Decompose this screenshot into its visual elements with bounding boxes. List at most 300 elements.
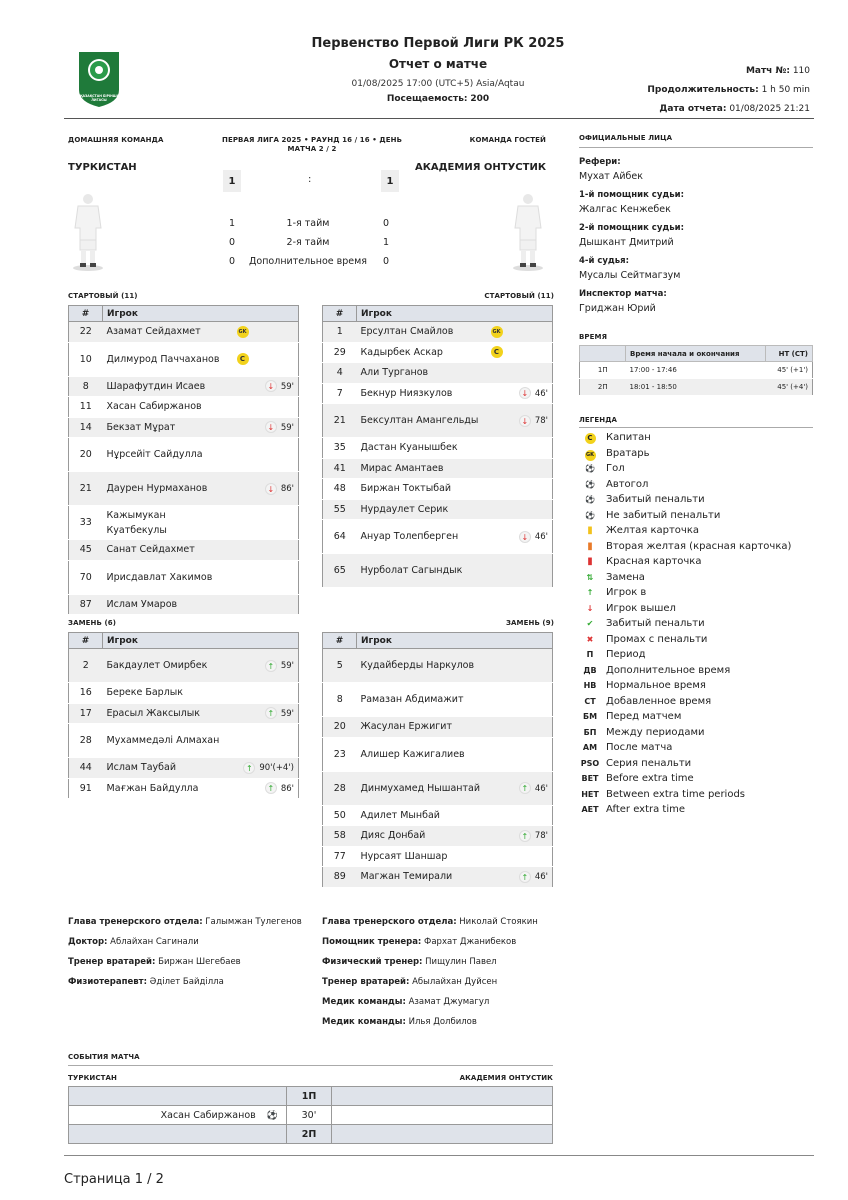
time-period: 2П	[580, 379, 626, 396]
official-item	[579, 155, 813, 184]
player-name: Шарафутдин Исаев	[103, 376, 233, 397]
col-player-header: Игрок	[357, 633, 553, 649]
official-item	[579, 188, 813, 217]
col-num-header: #	[323, 306, 357, 322]
away-team-name: АКАДЕМИЯ ОНТУСТИК	[415, 162, 546, 173]
table-row	[69, 397, 299, 418]
legend-item	[579, 678, 819, 694]
staff-name: Аблайхан Сагинали	[107, 937, 199, 947]
staff-item	[322, 952, 572, 972]
player-name: Нурдаулет Серик	[357, 499, 487, 520]
table-row	[69, 594, 299, 615]
home-starting-table	[68, 305, 299, 615]
player-name: Хасан Сабиржанов	[103, 397, 233, 418]
half-row	[220, 252, 400, 271]
legend-label: Не забитый пенальти	[606, 509, 721, 521]
player-name: Нұрсейіт Сайдулла	[103, 438, 233, 472]
legend-item	[579, 477, 819, 493]
player-name: Нурболат Сагындык	[357, 554, 487, 588]
away-score: 1	[381, 170, 399, 192]
player-number: 50	[323, 805, 357, 826]
player-name: Ислам Умаров	[103, 594, 233, 615]
report-header	[250, 36, 626, 104]
legend-label: Гол	[606, 463, 625, 474]
player-event-cell	[233, 376, 299, 397]
time-title: ВРЕМЯ	[579, 333, 608, 341]
table-row	[323, 458, 553, 479]
time-col-ht: HT (CT)	[766, 346, 813, 362]
time-range: 18:01 - 18:50	[626, 379, 766, 396]
legend-label: Между периодами	[606, 726, 705, 738]
player-number: 20	[323, 717, 357, 738]
half-label: 1-я тайм	[286, 218, 330, 229]
official-name: Гриджан Юрий	[579, 303, 656, 314]
table-row	[323, 499, 553, 520]
events-away-cell	[332, 1087, 553, 1106]
legend-label: Игрок вышел	[606, 602, 676, 614]
legend-label: Забитый пенальти	[606, 494, 705, 505]
player-name: Кудайберды Наркулов	[357, 649, 487, 683]
table-row	[69, 438, 299, 472]
table-row	[323, 846, 553, 867]
table-row	[323, 554, 553, 588]
official-item	[579, 287, 813, 316]
staff-item	[322, 1012, 572, 1032]
player-out-icon: ↓	[265, 380, 277, 392]
staff-item	[322, 912, 572, 932]
event-minute: 59'	[280, 381, 294, 392]
player-name: Мухаммедәлі Алмахан	[103, 724, 233, 758]
player-event-cell	[233, 758, 299, 779]
player-number: 33	[69, 506, 103, 540]
after-match-abbr: АМ	[582, 743, 598, 752]
half-home: 0	[228, 256, 236, 267]
away-team-label: КОМАНДА ГОСТЕЙ	[469, 136, 546, 144]
home-staff-list	[68, 912, 318, 992]
player-name: Али Турганов	[357, 363, 487, 384]
attendance	[250, 94, 626, 104]
player-out-icon: ↓	[586, 603, 594, 613]
player-name: Даурен Нурмаханов	[103, 472, 233, 506]
staff-item	[68, 932, 318, 952]
legend-item	[579, 771, 819, 787]
staff-name: Фархат Джанибеков	[421, 937, 517, 947]
player-name: Азамат Сейдахмет	[103, 322, 233, 343]
officials-list	[579, 155, 813, 320]
staff-role: Медик команды:	[322, 997, 406, 1007]
legend-item	[579, 663, 819, 679]
regular-time-abbr: НВ	[583, 681, 597, 690]
legend-item	[579, 601, 819, 617]
player-name: Алишер Кажигалиев	[357, 737, 487, 771]
player-event-cell	[487, 404, 553, 438]
player-number: 45	[69, 540, 103, 561]
player-event-cell	[233, 397, 299, 418]
goalkeeper-icon: GK	[491, 326, 503, 338]
table-row	[69, 506, 299, 540]
player-name: Мағжан Байдулла	[103, 778, 233, 799]
het-abbr: HET	[581, 789, 599, 799]
legend-label: After extra time	[606, 804, 686, 815]
home-starting-title: СТАРТОВЫЙ (11)	[68, 292, 138, 300]
player-number: 16	[69, 683, 103, 704]
legend-item	[579, 461, 819, 477]
events-away-team: АКАДЕМИЯ ОНТУСТИК	[459, 1074, 553, 1082]
legend-item	[579, 554, 819, 570]
event-minute: 59'	[280, 661, 294, 671]
col-player-header: Игрок	[103, 633, 299, 649]
legend-label: Промах с пенальти	[606, 633, 708, 645]
player-number: 21	[323, 404, 357, 438]
player-event-cell	[487, 846, 553, 867]
player-event-cell	[233, 342, 299, 376]
legend-label: Красная карточка	[606, 556, 702, 567]
player-name: Дияс Донбай	[357, 826, 487, 847]
legend-item	[579, 508, 819, 524]
player-event-cell	[233, 649, 299, 683]
official-role: 1-й помощник судьи:	[579, 190, 684, 200]
table-row	[69, 540, 299, 561]
events-home-cell	[69, 1125, 287, 1144]
bet-abbr: BET	[581, 774, 599, 783]
aet-abbr: AET	[581, 805, 599, 814]
away-kit-icon	[510, 192, 546, 272]
player-number: 7	[323, 383, 357, 404]
player-event-cell	[487, 363, 553, 384]
player-event-cell	[487, 342, 553, 363]
match-datetime: 01/08/2025 17:00 (UTC+5) Asia/Aqtau	[351, 79, 525, 89]
attendance-value: 200	[470, 94, 490, 104]
period-abbr: П	[586, 650, 594, 659]
legend-item	[579, 725, 819, 741]
official-name: Жалгас Кенжебек	[579, 204, 671, 215]
legend-item	[579, 647, 819, 663]
score-separator: :	[308, 174, 312, 185]
event-minute: 46'	[534, 872, 548, 883]
before-match-abbr: БМ	[582, 712, 598, 721]
player-event-cell	[233, 594, 299, 615]
table-row	[323, 737, 553, 771]
attendance-label: Посещаемость:	[386, 94, 468, 104]
player-event-cell	[487, 867, 553, 888]
player-name: Береке Барлык	[103, 683, 233, 704]
table-row	[69, 724, 299, 758]
event-minute: 90'(+4')	[259, 763, 294, 774]
table-row	[69, 703, 299, 724]
goalkeeper-icon: GK	[237, 326, 249, 338]
shootout-scored-icon: ✔	[586, 619, 594, 628]
official-role: Инспектор матча:	[579, 289, 667, 299]
table-row	[323, 383, 553, 404]
away-subs-table	[322, 632, 553, 888]
legend-label: Before extra time	[606, 773, 694, 784]
legend-item	[579, 585, 819, 601]
player-event-cell	[233, 540, 299, 561]
staff-role: Тренер вратарей:	[68, 957, 156, 967]
legend-label: Between extra time periods	[606, 788, 746, 800]
player-name: Магжан Темирали	[357, 867, 487, 888]
table-row	[323, 322, 553, 343]
table-row	[323, 867, 553, 888]
duration-value: 1 h 50 min	[761, 85, 810, 95]
player-number: 65	[323, 554, 357, 588]
player-number: 10	[69, 342, 103, 376]
table-row	[69, 560, 299, 594]
staff-item	[322, 992, 572, 1012]
official-role: 2-й помощник судьи:	[579, 223, 684, 233]
legend-item	[579, 430, 819, 446]
staff-name: Биржан Шегебаев	[155, 957, 241, 967]
time-table	[579, 345, 813, 396]
away-starting-title: СТАРТОВЫЙ (11)	[484, 292, 554, 300]
legend-item	[579, 446, 819, 462]
legend-item	[579, 709, 819, 725]
officials-title: ОФИЦИАЛЬНЫЕ ЛИЦА	[579, 134, 673, 142]
time-range: 17:00 - 17:46	[626, 362, 766, 379]
player-number: 8	[323, 683, 357, 717]
legend-divider	[579, 427, 813, 428]
staff-role: Помощник тренера:	[322, 937, 422, 947]
player-event-cell	[487, 458, 553, 479]
table-row	[323, 404, 553, 438]
player-event-cell	[487, 520, 553, 554]
player-event-cell	[487, 383, 553, 404]
goal-icon: ⚽	[266, 1110, 278, 1121]
player-number: 41	[323, 458, 357, 479]
staff-role: Доктор:	[68, 937, 108, 947]
player-number: 20	[69, 438, 103, 472]
goal-icon: ⚽	[585, 464, 595, 473]
table-row	[323, 438, 553, 459]
table-header-row	[69, 306, 299, 322]
player-out-icon: ↓	[265, 483, 277, 495]
shootout-missed-icon: ✖	[586, 634, 594, 644]
page-number: Страница 1 / 2	[64, 1172, 164, 1187]
player-number: 48	[323, 479, 357, 500]
period-row	[69, 1087, 553, 1106]
duration-label: Продолжительность:	[647, 85, 759, 95]
official-role: 4-й судья:	[579, 256, 630, 266]
legend-label: Добавленное время	[606, 695, 712, 707]
legend-label: Автогол	[606, 478, 649, 490]
legend-label: Период	[606, 649, 646, 660]
player-out-icon: ↓	[265, 421, 277, 433]
half-home: 1	[228, 218, 236, 229]
legend-item	[579, 694, 819, 710]
player-number: 17	[69, 703, 103, 724]
staff-item	[322, 972, 572, 992]
legend-title: ЛЕГЕНДА	[579, 416, 618, 424]
player-name: Бексултан Амангельды	[357, 404, 487, 438]
legend-label: Замена	[606, 571, 645, 583]
legend-list	[579, 430, 819, 818]
player-name: Дилмурод Паччаханов	[103, 342, 233, 376]
league-logo	[76, 50, 122, 108]
captain-icon: C	[491, 346, 503, 358]
table-row	[323, 520, 553, 554]
table-row	[323, 649, 553, 683]
table-row	[69, 683, 299, 704]
staff-role: Тренер вратарей:	[322, 977, 410, 987]
player-number: 55	[323, 499, 357, 520]
league-logo-text: ҚАЗАҚСТАН БІРІНШІ ЛИГАСЫ	[80, 94, 118, 102]
legend-item	[579, 802, 819, 818]
time-col-period	[580, 346, 626, 362]
player-number: 1	[323, 322, 357, 343]
half-away: 0	[382, 218, 390, 229]
event-home-cell	[69, 1106, 287, 1125]
legend-item	[579, 740, 819, 756]
away-starting-table	[322, 305, 553, 588]
table-row	[69, 778, 299, 799]
player-number: 58	[323, 826, 357, 847]
legend-label: Игрок в	[606, 587, 647, 598]
match-no-value: 110	[792, 66, 810, 76]
match-meta	[647, 62, 810, 119]
legend-label: Перед матчем	[606, 711, 682, 722]
player-in-icon: ↑	[265, 782, 277, 794]
player-number: 5	[323, 649, 357, 683]
official-role: Рефери:	[579, 157, 621, 167]
table-row	[69, 472, 299, 506]
table-row	[323, 717, 553, 738]
player-name: Бакдаулет Омирбек	[103, 649, 233, 683]
player-number: 77	[323, 846, 357, 867]
table-row	[69, 376, 299, 397]
player-name: Ислам Таубай	[103, 758, 233, 779]
event-minute: 30'	[287, 1106, 332, 1125]
player-number: 35	[323, 438, 357, 459]
substitution-icon: ⇅	[586, 572, 594, 582]
player-event-cell	[487, 649, 553, 683]
staff-item	[68, 912, 318, 932]
second-yellow-icon: ▮	[587, 540, 593, 552]
player-number: 11	[69, 397, 103, 418]
player-name: Ерсултан Смайлов	[357, 322, 487, 343]
home-team-name: ТУРКИСТАН	[68, 162, 137, 173]
time-header-row	[580, 346, 813, 362]
header-divider	[64, 118, 814, 119]
extra-time-abbr: ДВ	[583, 665, 597, 675]
table-row	[69, 342, 299, 376]
events-table	[68, 1086, 553, 1144]
col-num-header: #	[69, 306, 103, 322]
table-header-row	[323, 633, 553, 649]
own-goal-icon: ⚽	[585, 479, 595, 489]
col-player-header: Игрок	[357, 306, 553, 322]
half-row	[220, 214, 400, 233]
home-team-label: ДОМАШНЯЯ КОМАНДА	[68, 136, 164, 144]
player-name: Санат Сейдахмет	[103, 540, 233, 561]
player-event-cell	[233, 472, 299, 506]
half-away: 1	[382, 237, 390, 248]
player-number: 44	[69, 758, 103, 779]
staff-role: Глава тренерского отдела:	[322, 917, 457, 927]
official-item	[579, 221, 813, 250]
table-row	[323, 826, 553, 847]
legend-label: Забитый пенальти	[606, 618, 705, 629]
legend-item	[579, 632, 819, 648]
player-name: Бекзат Мұрат	[103, 417, 233, 438]
player-number: 70	[69, 560, 103, 594]
events-home-cell	[69, 1087, 287, 1106]
player-name: Ануар Толепберген	[357, 520, 487, 554]
official-item	[579, 254, 813, 283]
legend-label: Капитан	[606, 432, 651, 443]
round-info: ПЕРВАЯ ЛИГА 2025 • РАУНД 16 / 16 • ДЕНЬ МАТЧА 2 / 2	[221, 136, 402, 153]
player-number: 4	[323, 363, 357, 384]
half-away: 0	[382, 256, 390, 267]
legend-label: Нормальное время	[606, 680, 706, 691]
player-event-cell	[487, 479, 553, 500]
staff-name: Илья Долбилов	[405, 1017, 477, 1027]
competition-title: Первенство Первой Лиги РК 2025	[311, 36, 565, 51]
player-event-cell	[233, 778, 299, 799]
red-card-icon: ▮	[587, 556, 593, 567]
half-label: Дополнительное время	[248, 256, 367, 267]
player-event-cell	[233, 560, 299, 594]
player-name: Ерасыл Жаксылык	[103, 703, 233, 724]
event-minute: 59'	[280, 422, 294, 433]
captain-icon: C	[237, 353, 249, 365]
player-name: Нурсаят Шаншар	[357, 846, 487, 867]
table-row	[323, 363, 553, 384]
player-event-cell	[487, 717, 553, 738]
player-event-cell	[487, 737, 553, 771]
col-num-header: #	[323, 633, 357, 649]
staff-name: Николай Стоякин	[456, 917, 538, 927]
away-subs-title: ЗАМЕНЬ (9)	[505, 619, 554, 627]
between-periods-abbr: БП	[583, 727, 597, 737]
home-kit-icon	[70, 192, 106, 272]
event-minute: 86'	[280, 484, 294, 494]
home-subs-table	[68, 632, 299, 799]
legend-item	[579, 539, 819, 555]
match-no-label: Матч №:	[745, 66, 790, 76]
player-in-icon: ↑	[265, 660, 277, 672]
penalty-missed-icon: ⚽	[585, 510, 595, 520]
player-event-cell	[233, 506, 299, 540]
staff-name: Абылайхан Дуйсен	[409, 977, 498, 987]
half-label: 2-я тайм	[286, 237, 330, 248]
col-num-header: #	[69, 633, 103, 649]
player-number: 29	[323, 342, 357, 363]
player-in-icon: ↑	[519, 782, 531, 794]
captain-icon: C	[579, 430, 601, 446]
staff-item	[68, 972, 318, 992]
staff-name: Галымжан Тулегенов	[202, 917, 302, 927]
legend-item	[579, 492, 819, 508]
official-name: Мухат Айбек	[579, 171, 643, 182]
player-in-icon: ↑	[586, 588, 594, 597]
event-minute: 46'	[534, 532, 548, 542]
report-date-value: 01/08/2025 21:21	[729, 104, 810, 114]
yellow-card-icon: ▮	[587, 525, 593, 536]
player-event-cell	[487, 771, 553, 805]
legend-label: Вратарь	[606, 447, 650, 459]
player-name: Бекнур Ниязкулов	[357, 383, 487, 404]
player-in-icon: ↑	[265, 707, 277, 719]
table-header-row	[323, 306, 553, 322]
legend-item	[579, 787, 819, 803]
legend-label: Желтая карточка	[606, 525, 699, 536]
staff-name: Әділет Байділла	[146, 977, 224, 987]
staff-name: Азамат Джумагул	[405, 997, 490, 1007]
table-row	[323, 771, 553, 805]
goalkeeper-icon: GK	[579, 446, 601, 462]
footer-divider	[64, 1155, 814, 1156]
event-row	[69, 1106, 553, 1125]
